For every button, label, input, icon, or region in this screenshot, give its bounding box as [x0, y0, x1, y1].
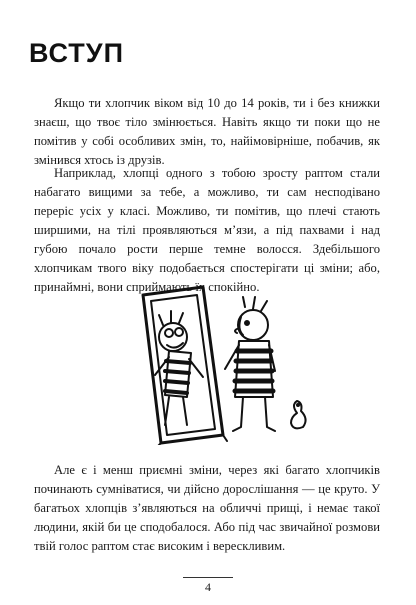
paragraph-1: Якщо ти хлопчик віком від 10 до 14 років, ти і без книжки знаєш, що твоє тіло змінюється. Навіть якщо ти поки що не помітив у собі особливих змін, то, найімовірніше, побачив, як змінився хтось із друзів.	[34, 96, 380, 167]
paragraph-2: Наприклад, хлопці одного з тобою зросту раптом стали набагато вищими за тебе, а можливо, ти сам несподівано переріс усіх у класі. Можливо, ти помітив, що плечі стають ширшими, на тілі проявляються м’язи, а під пахвами і над губою почало рости перше темне волосся. Здебільшого хлопчикам твого віку подобається спостерігати ці зміни; або, принаймні, вони сприймають їх спокійно.	[34, 166, 380, 294]
chapter-title: ВСТУП	[29, 38, 124, 68]
mirror-boy-illustration	[125, 285, 315, 445]
paragraph-3: Але є і менш приємні зміни, через які багато хлопчиків починають сумніватися, чи дійсно дорослішання — це круто. У багатьох хлопців з’являються на обличчі прищі, і немає такої людини, якій би це сподобалося. Або під час звичайної розмови твій голос раптом стає високим і верескливим.	[34, 463, 380, 553]
footer-rule	[183, 577, 233, 578]
page-number: 4	[205, 580, 211, 594]
